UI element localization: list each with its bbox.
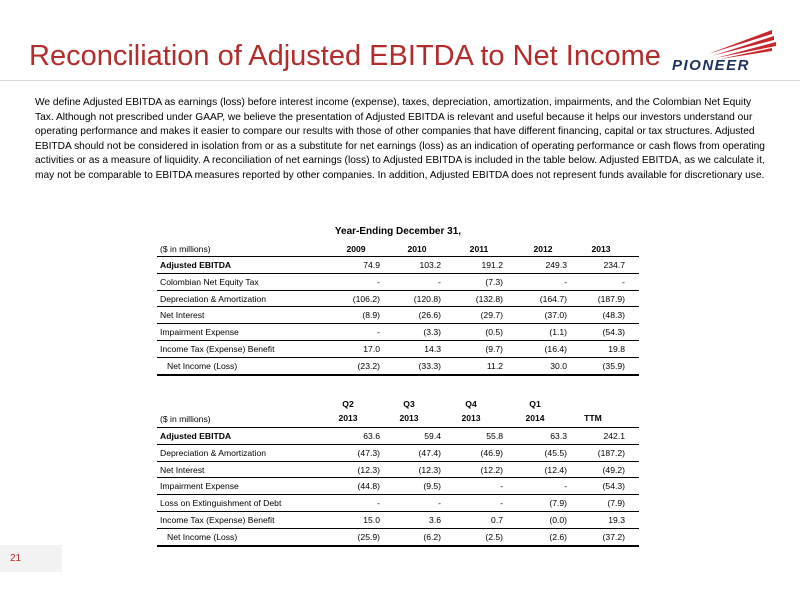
table-cell: 0.7 xyxy=(491,514,503,525)
table-cell: (29.7) xyxy=(480,310,503,321)
table-cell: (9.5) xyxy=(423,481,441,492)
table-cell: 19.3 xyxy=(608,514,625,525)
total-cell: (25.9) xyxy=(357,531,380,542)
column-header: 2010 xyxy=(407,244,427,254)
table-cell: (0.5) xyxy=(485,327,503,338)
row-label: Adjusted EBITDA xyxy=(160,431,232,441)
page-title: Reconciliation of Adjusted EBITDA to Net Income xyxy=(29,40,661,72)
header-divider xyxy=(0,80,800,81)
table-cell: 15.0 xyxy=(363,514,380,525)
column-header-bottom: 2013 xyxy=(399,413,419,423)
table-cell: (106.2) xyxy=(352,293,380,304)
column-header-bottom: TTM xyxy=(584,413,602,423)
total-label: Net Income (Loss) xyxy=(167,531,238,542)
table-cell: 55.8 xyxy=(486,431,503,441)
pioneer-logo xyxy=(660,26,780,78)
table-cell: (0.0) xyxy=(549,514,567,525)
table-cell: (44.8) xyxy=(357,481,380,492)
row-label: Loss on Extinguishment of Debt xyxy=(160,498,282,509)
row-label: Depreciation & Amortization xyxy=(160,447,267,458)
column-header-bottom: 2013 xyxy=(338,413,358,423)
total-cell: (2.5) xyxy=(485,531,503,542)
table-cell: - xyxy=(377,327,380,338)
table-cell: 234.7 xyxy=(603,260,625,270)
column-header: 2013 xyxy=(591,244,611,254)
column-header: 2012 xyxy=(533,244,553,254)
table-row xyxy=(157,461,639,478)
column-header-top: Q2 xyxy=(342,399,354,409)
annual-reconciliation-table xyxy=(157,226,639,376)
column-header-top: Q4 xyxy=(465,399,477,409)
table-row xyxy=(157,428,639,444)
total-cell: 11.2 xyxy=(486,360,503,371)
table-cell: (46.9) xyxy=(480,447,503,458)
total-row xyxy=(157,357,639,376)
table-cell: 19.8 xyxy=(608,343,625,354)
table-row xyxy=(157,494,639,511)
row-label: Income Tax (Expense) Benefit xyxy=(160,514,275,525)
table-cell: - xyxy=(500,481,503,492)
table-cell: (8.9) xyxy=(362,310,380,321)
table-cell: 63.3 xyxy=(550,431,567,441)
table-cell: 74.9 xyxy=(363,260,380,270)
row-label: Depreciation & Amortization xyxy=(160,293,267,304)
unit-label: ($ in millions) xyxy=(160,244,211,254)
table-cell: - xyxy=(377,498,380,509)
column-header: 2011 xyxy=(469,244,489,254)
row-label: Income Tax (Expense) Benefit xyxy=(160,343,275,354)
table-cell: 3.6 xyxy=(429,514,441,525)
intro-paragraph: We define Adjusted EBITDA as earnings (loss) before interest income (expense), taxes, depreciation, amortization, impairments, and the Colombian Net Equity Tax. Although not prescribed under GAAP, we believe the presentation of Adjusted EBITDA is relevant and useful because it helps our investors understand our operating performance and makes it easier to compare our results with those of other companies that have different financing, capital or tax structures. Adjusted EBITDA should not be considered in isolation from or as a substitute for net earnings (loss) as an indication of operating performance or cash flows from operating activities or as a measure of liquidity. A reconciliation of net earnings (loss) to Adjusted EBITDA is included in the table below. Adjusted EBITDA, as we calculate it, may not be comparable to EBITDA measures reported by other companies. In addition, Adjusted EBITDA does not represent funds available for discretionary use. xyxy=(35,97,765,181)
table-cell: (7.3) xyxy=(485,276,503,287)
table-cell: (12.2) xyxy=(480,464,503,475)
table-cell: (12.4) xyxy=(544,464,567,475)
table-row xyxy=(157,477,639,494)
table-row xyxy=(157,273,639,290)
total-cell: (23.2) xyxy=(357,360,380,371)
table-cell: 191.2 xyxy=(481,260,503,270)
column-header: 2009 xyxy=(346,244,366,254)
table-cell: 17.0 xyxy=(363,343,380,354)
table-cell: 249.3 xyxy=(545,260,567,270)
table-cell: (7.9) xyxy=(607,498,625,509)
row-label: Net Interest xyxy=(160,310,205,321)
table-row xyxy=(157,306,639,323)
total-cell: (2.6) xyxy=(549,531,567,542)
table-row xyxy=(157,340,639,357)
page-number-box xyxy=(0,545,62,572)
table-caption: Year-Ending December 31, xyxy=(334,226,462,237)
table-cell: (16.4) xyxy=(544,343,567,354)
row-label: Adjusted EBITDA xyxy=(160,260,232,270)
unit-label: ($ in millions) xyxy=(160,414,211,424)
table-cell: (37.0) xyxy=(544,310,567,321)
column-header-bottom: 2013 xyxy=(461,413,481,423)
total-label: Net Income (Loss) xyxy=(167,360,238,371)
column-header-bottom: 2014 xyxy=(525,413,545,423)
total-cell: (33.3) xyxy=(418,360,441,371)
table-cell: 63.6 xyxy=(363,431,380,441)
table-cell: (12.3) xyxy=(418,464,441,475)
table-cell: (54.3) xyxy=(602,327,625,338)
total-cell: (35.9) xyxy=(602,360,625,371)
table-cell: - xyxy=(564,276,567,287)
table-cell: (54.3) xyxy=(602,481,625,492)
table-row xyxy=(157,257,639,273)
total-cell: (37.2) xyxy=(602,531,625,542)
total-cell: 30.0 xyxy=(550,360,567,371)
table-cell: - xyxy=(622,276,625,287)
table-cell: (132.8) xyxy=(475,293,503,304)
table-row xyxy=(157,511,639,528)
table-cell: (48.3) xyxy=(602,310,625,321)
pioneer-wings-icon xyxy=(660,26,780,60)
page-number: 21 xyxy=(10,553,22,564)
table-cell: - xyxy=(377,276,380,287)
table-cell: (12.3) xyxy=(357,464,380,475)
table-cell: - xyxy=(564,481,567,492)
table-cell: (120.8) xyxy=(413,293,441,304)
table-cell: (26.6) xyxy=(418,310,441,321)
table-row xyxy=(157,444,639,461)
table-cell: 14.3 xyxy=(424,343,441,354)
table-cell: (45.5) xyxy=(544,447,567,458)
table-cell: 59.4 xyxy=(424,431,441,441)
table-cell: (9.7) xyxy=(485,343,503,354)
total-row xyxy=(157,528,639,547)
column-header-top: Q3 xyxy=(403,399,415,409)
table-cell: (47.4) xyxy=(418,447,441,458)
total-cell: (6.2) xyxy=(423,531,441,542)
table-header xyxy=(157,240,639,257)
table-row xyxy=(157,290,639,307)
table-cell: (7.9) xyxy=(549,498,567,509)
row-label: Net Interest xyxy=(160,464,205,475)
row-label: Colombian Net Equity Tax xyxy=(160,276,259,287)
table-cell: 103.2 xyxy=(419,260,441,270)
column-header-top: Q1 xyxy=(529,399,541,409)
logo-wordmark: PIONEER xyxy=(672,57,751,74)
table-cell: (47.3) xyxy=(357,447,380,458)
table-cell: 242.1 xyxy=(603,431,625,441)
row-label: Impairment Expense xyxy=(160,481,239,492)
table-cell: (49.2) xyxy=(602,464,625,475)
table-row xyxy=(157,323,639,340)
row-label: Impairment Expense xyxy=(160,327,239,338)
table-cell: (187.2) xyxy=(597,447,625,458)
quarterly-reconciliation-table xyxy=(157,397,639,547)
table-cell: (1.1) xyxy=(549,327,567,338)
table-header xyxy=(157,397,639,428)
table-cell: - xyxy=(500,498,503,509)
table-cell: - xyxy=(438,276,441,287)
table-cell: (187.9) xyxy=(597,293,625,304)
table-cell: (164.7) xyxy=(539,293,567,304)
table-cell: (3.3) xyxy=(423,327,441,338)
table-cell: - xyxy=(438,498,441,509)
